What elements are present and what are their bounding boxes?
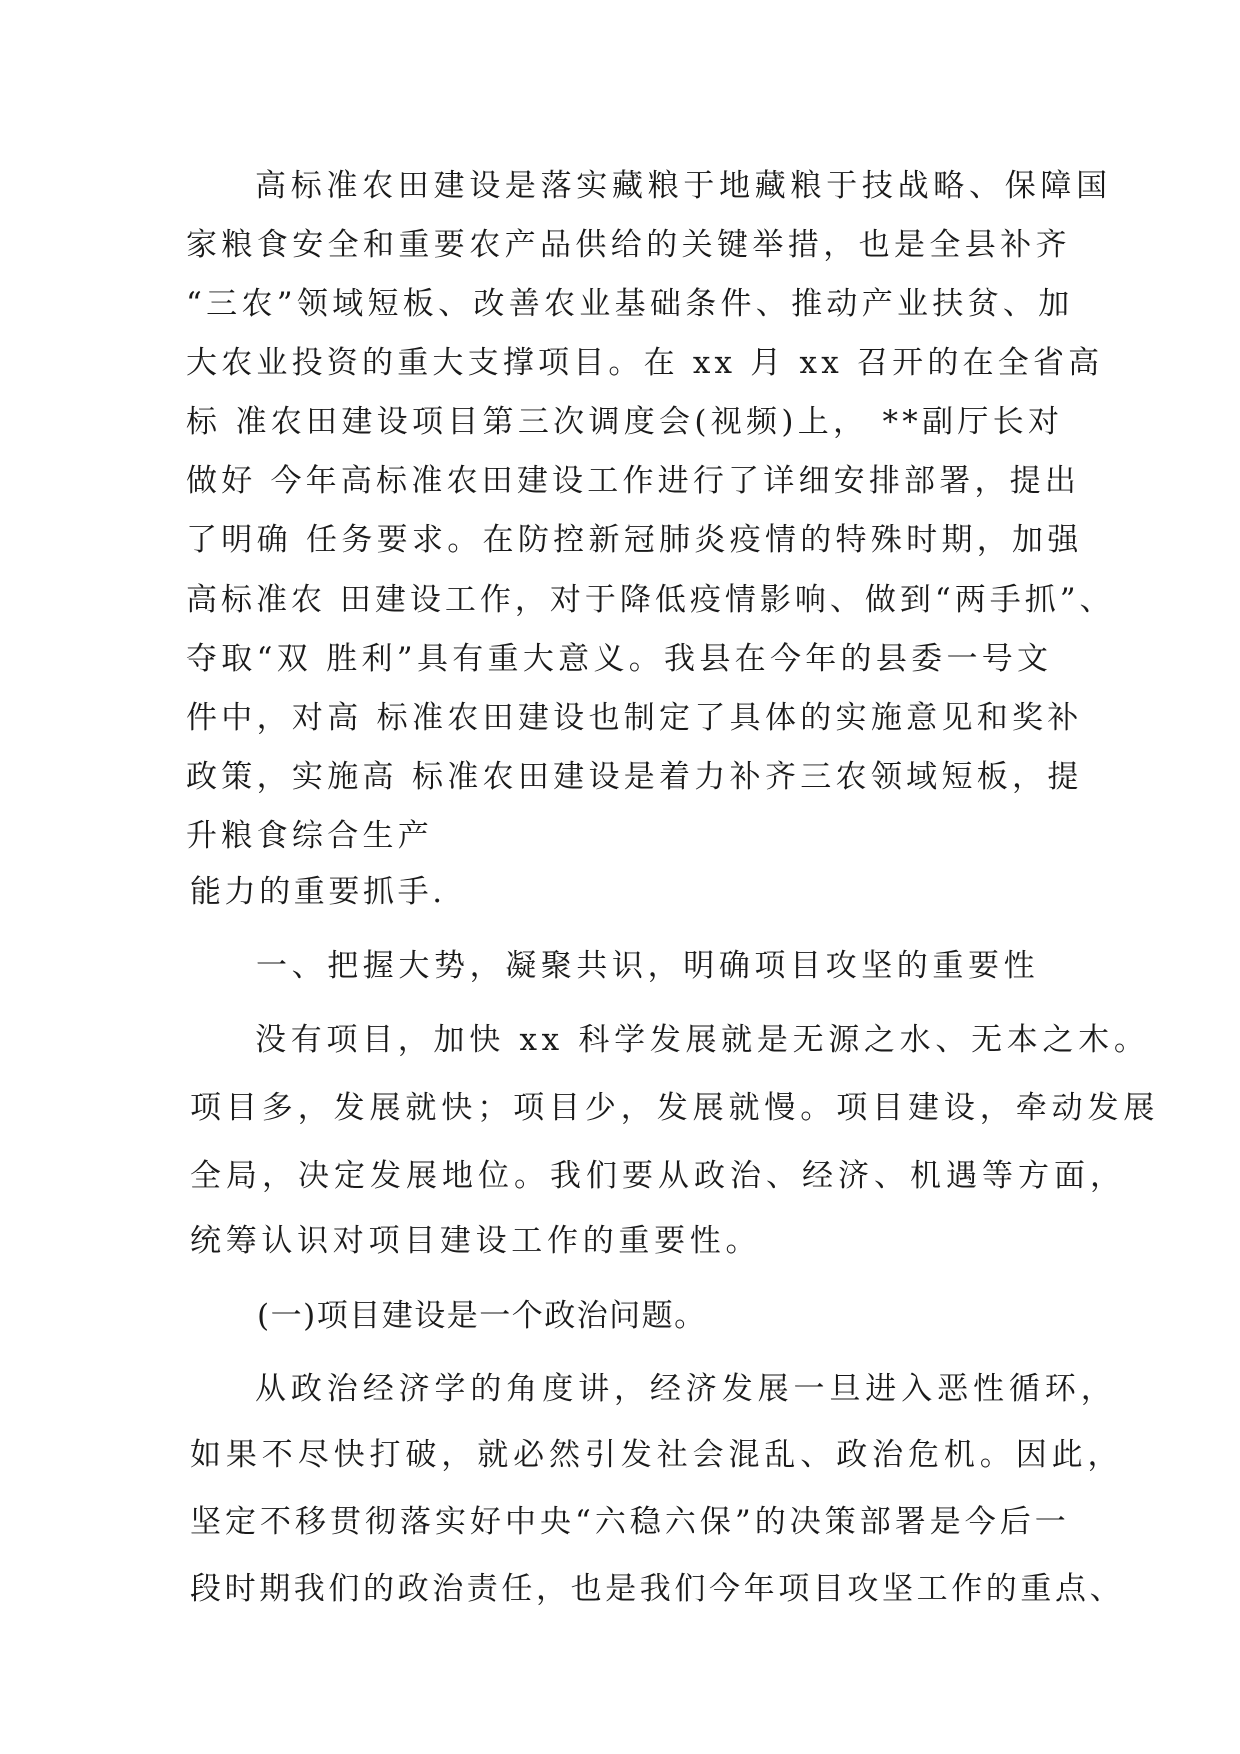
paragraph-line: 大农业投资的重大支撑项目。在 xx 月 xx 召开的在全省高 — [186, 345, 1104, 381]
paragraph-line: 项目多，发展就快；项目少，发展就慢。项目建设，牵动发展 — [190, 1090, 1160, 1126]
subsection-heading: (一)项目建设是一个政治问题。 — [257, 1298, 707, 1334]
paragraph-line: 坚定不移贯彻落实好中央“六稳六保”的决策部署是今后一 — [190, 1504, 1070, 1540]
paragraph-line: 段时期我们的政治责任，也是我们今年项目攻坚工作的重点、 — [190, 1571, 1125, 1607]
paragraph-line: 全局，决定发展地位。我们要从政治、经济、机遇等方面， — [190, 1158, 1126, 1194]
paragraph-line: 做好 今年高标准农田建设工作进行了详细安排部署，提出 — [186, 463, 1081, 499]
paragraph-line: 件中，对高 标准农田建设也制定了具体的实施意见和奖补 — [186, 700, 1083, 736]
paragraph-line: 标 准农田建设项目第三次调度会(视频)上， **副厅长对 — [186, 404, 1064, 440]
paragraph-line: 能力的重要抓手. — [190, 874, 446, 910]
section-heading: 一、把握大势，凝聚共识，明确项目攻坚的重要性 — [256, 948, 1040, 984]
paragraph-line: 家粮食安全和重要农产品供给的关键举措，也是全县补齐 — [186, 227, 1071, 263]
paragraph-line: 如果不尽快打破，就必然引发社会混乱、政治危机。因此， — [190, 1437, 1124, 1473]
paragraph-line: 统筹认识对项目建设工作的重要性。 — [190, 1223, 762, 1259]
paragraph-line: 高标准农田建设是落实藏粮于地藏粮于技战略、保障国 — [255, 168, 1112, 204]
paragraph-line: 了明确 任务要求。在防控新冠肺炎疫情的特殊时期，加强 — [186, 522, 1083, 558]
paragraph-line: 政策，实施高 标准农田建设是着力补齐三农领域短板，提 — [186, 759, 1083, 795]
paragraph-line: 没有项目，加快 xx 科学发展就是无源之水、无本之木。 — [255, 1022, 1150, 1058]
paragraph-line: 升粮食综合生产 — [186, 818, 434, 854]
paragraph-line: 从政治经济学的角度讲，经济发展一旦进入恶性循环， — [255, 1371, 1117, 1407]
paragraph-line: “三农”领域短板、改善农业基础条件、推动产业扶贫、加 — [186, 286, 1074, 322]
paragraph-line: 夺取“双 胜利”具有重大意义。我县在今年的县委一号文 — [186, 641, 1053, 677]
paragraph-line: 高标准农 田建设工作，对于降低疫情影响、做到“两手抓”、 — [186, 582, 1115, 618]
